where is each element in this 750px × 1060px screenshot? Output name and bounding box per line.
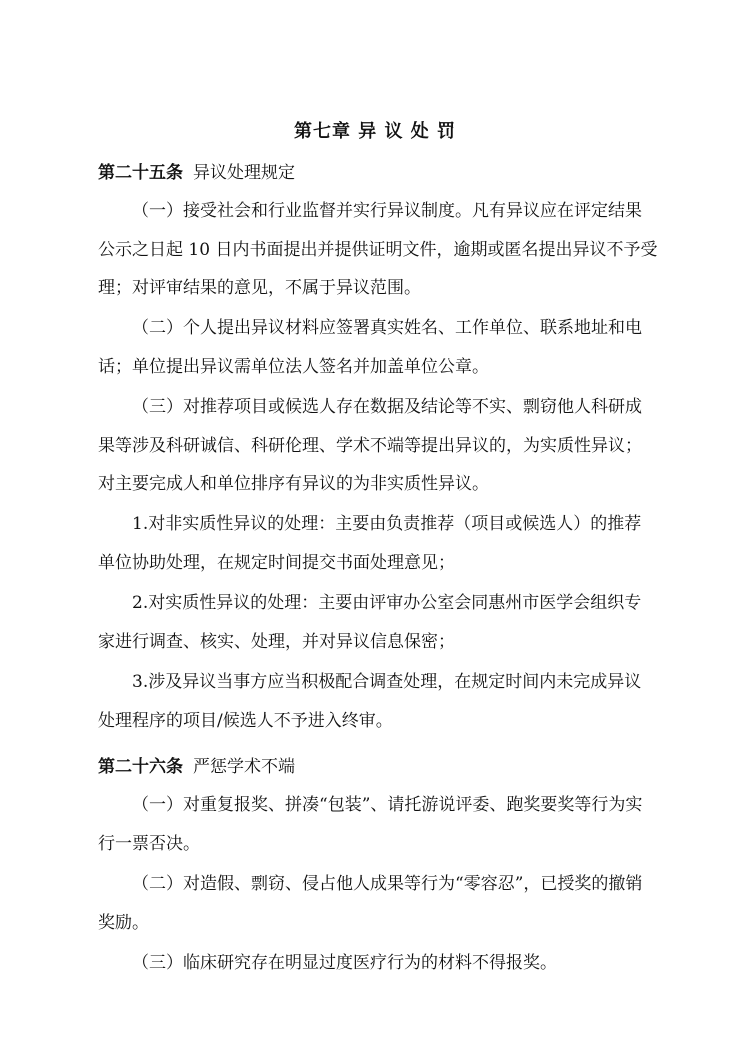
article-number: 第二十五条 [98,163,183,183]
paragraph: （三）临床研究存在明显过度医疗行为的材料不得报奖。 [132,953,557,973]
paragraph: 3.涉及异议当事方应当积极配合调查处理，在规定时间内未完成异议处理程序的项目/候选人不予进入终审。 [98,672,642,731]
paragraph: （一）对重复报奖、拼凑“包装”、请托游说评委、跑奖要奖等行为实行一票否决。 [98,795,643,854]
paragraph: 1.对非实质性异议的处理：主要由负责推荐（项目或候选人）的推荐单位协助处理，在规定时间提交书面处理意见； [98,514,642,573]
paragraph: （三）对推荐项目或候选人存在数据及结论等不实、剽窃他人科研成果等涉及科研诚信、科研伦理、学术不端等提出异议的，为实质性异议；对主要完成人和单位排序有异议的为非实质性异议。 [98,397,642,494]
paragraph: （二）个人提出异议材料应签署真实姓名、工作单位、联系地址和电话；单位提出异议需单位法人签名并加盖单位公章。 [98,318,642,377]
article-number: 第二十六条 [98,757,183,777]
article-25-heading [98,158,295,183]
paragraph: （一）接受社会和行业监督并实行异议制度。凡有异议应在评定结果公示之日起 10 日内书面提出并提供证明文件，逾期或匿名提出异议不予受理；对评审结果的意见，不属于异议范围。 [98,201,658,298]
article-26-heading [98,752,295,777]
article-title: 异议处理规定 [193,163,295,183]
article-title: 严惩学术不端 [193,757,295,777]
chapter-title: 第七章 异 议 处 罚 [293,121,457,142]
paragraph: （二）对造假、剽窃、侵占他人成果等行为“零容忍”，已授奖的撤销奖励。 [98,874,643,933]
paragraph: 2.对实质性异议的处理：主要由评审办公室会同惠州市医学会组织专家进行调查、核实、处理，并对异议信息保密； [98,593,642,652]
